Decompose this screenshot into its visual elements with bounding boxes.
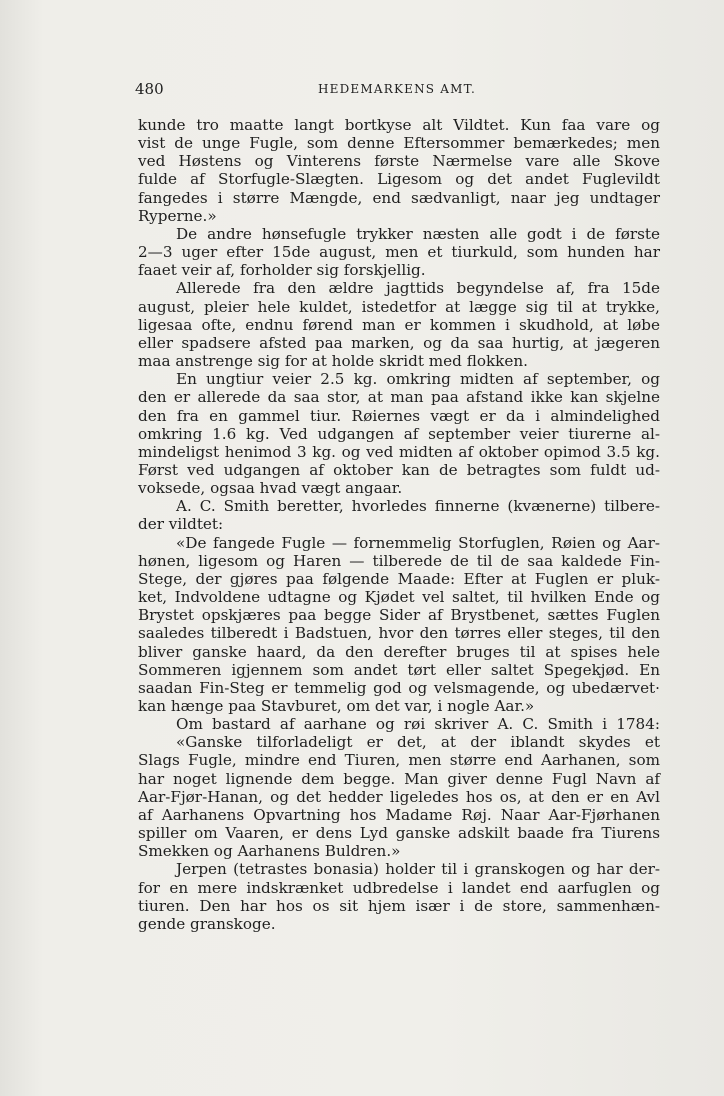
text-line: kan hænge paa Stavburet, om det var, i nogle Aar.» bbox=[138, 697, 535, 715]
text-line: Aar-Fjør-Hanan, og det hedder ligeledes hos os, at den er en Avl bbox=[138, 787, 660, 806]
text-line: saaledes tilberedt i Badstuen, hvor den tørres eller steges, til den bbox=[138, 624, 660, 643]
text-line: De andre hønsefugle trykker næsten alle godt i de første bbox=[176, 224, 660, 243]
text-line: ligesaa ofte, endnu førend man er kommen i skudhold, at løbe bbox=[138, 315, 660, 334]
text-line: den fra en gammel tiur. Røiernes vægt er da i almindelighed bbox=[138, 406, 660, 425]
text-line: Brystet opskjæres paa begge Sider af Brystbenet, sættes Fuglen bbox=[138, 606, 660, 625]
text-line: bliver ganske haard, da den derefter bruges til at spises hele bbox=[138, 642, 660, 661]
text-line: der vildtet: bbox=[138, 515, 224, 534]
text-line: Først ved udgangen af oktober kan de betragtes som fuldt ud- bbox=[138, 460, 660, 479]
text-line: af Aarhanens Opvartning hos Madame Røj. Naar Aar-Fjørhanen bbox=[138, 805, 660, 824]
text-line: saadan Fin-Steg er temmelig god og velsmagende, og ubedærvet· bbox=[138, 678, 660, 697]
text-line: vist de unge Fugle, som denne Eftersommer bemærkedes; men bbox=[138, 134, 660, 153]
text-line: Allerede fra den ældre jagttids begyndelse af, fra 15de bbox=[176, 279, 660, 298]
text-line: En ungtiur veier 2.5 kg. omkring midten af september, og bbox=[176, 370, 660, 389]
text-line: fulde af Storfugle-Slægten. Ligesom og det andet Fuglevildt bbox=[138, 170, 660, 189]
text-line: A. C. Smith beretter, hvorledes finnerne (kvænerne) tilbere- bbox=[176, 497, 660, 516]
text-line: eller spadsere afsted paa marken, og da saa hurtig, at jægeren bbox=[138, 333, 660, 352]
text-line: Smekken og Aarhanens Buldren.» bbox=[138, 842, 401, 861]
text-line: tiuren. Den har hos os sit hjem især i de store, sammenhæn- bbox=[138, 896, 660, 915]
text-line: 2—3 uger efter 15de august, men et tiurkuld, som hunden har bbox=[138, 243, 660, 262]
text-line: Om bastard af aarhane og røi skriver A. C. Smith i 1784: bbox=[176, 715, 660, 734]
text-line: Stege, der gjøres paa følgende Maade: Efter at Fuglen er pluk- bbox=[138, 569, 660, 588]
text-line: hønen, ligesom og Haren — tilberede de til de saa kaldede Fin- bbox=[138, 551, 660, 570]
running-title: HEDEMARKENS AMT. bbox=[317, 82, 477, 96]
text-line: den er allerede da saa stor, at man paa afstand ikke kan skjelne bbox=[138, 388, 660, 407]
text-line: omkring 1.6 kg. Ved udgangen af september veier tiurerne al- bbox=[138, 424, 660, 443]
text-line: ved Høstens og Vinterens første Nærmelse vare alle Skove bbox=[138, 152, 660, 171]
text-line: ket, Indvoldene udtagne og Kjødet vel saltet, til hvilken Ende og bbox=[138, 588, 660, 607]
text-line: for en mere indskrænket udbredelse i landet end aarfuglen og bbox=[138, 878, 660, 897]
text-line: maa anstrenge sig for at holde skridt med flokken. bbox=[138, 352, 528, 371]
text-line: spiller om Vaaren, er dens Lyd ganske adskilt baade fra Tiurens bbox=[138, 824, 660, 843]
text-line: kunde tro maatte langt bortkyse alt Vildtet. Kun faa vare og bbox=[138, 116, 660, 134]
text-line: fangedes i større Mængde, end sædvanligt, naar jeg undtager bbox=[138, 188, 660, 207]
text-line: gende granskoge. bbox=[138, 914, 276, 933]
text-line: Ryperne.» bbox=[138, 206, 217, 225]
text-line: Jerpen (tetrastes bonasia) holder til i granskogen og har der- bbox=[176, 860, 660, 879]
text-line: voksede, ogsaa hvad vægt angaar. bbox=[138, 479, 403, 498]
text-line: Sommeren igjennem som andet tørt eller saltet Spegekjød. En bbox=[138, 660, 660, 679]
text-line: «Ganske tilforladeligt er det, at der iblandt skydes et bbox=[176, 733, 660, 752]
text-line: august, pleier hele kuldet, istedetfor at lægge sig til at trykke, bbox=[138, 297, 660, 316]
text-line: mindeligst henimod 3 kg. og ved midten af oktober opimod 3.5 kg. bbox=[138, 442, 660, 461]
text-line: faaet veir af, forholder sig forskjellig. bbox=[138, 261, 426, 280]
text-line: «De fangede Fugle — fornemmelig Storfuglen, Røien og Aar- bbox=[176, 533, 660, 552]
page-header bbox=[135, 80, 659, 104]
text-line: har noget lignende dem begge. Man giver denne Fugl Navn af bbox=[138, 769, 660, 788]
page-number: 480 bbox=[135, 80, 164, 98]
text-line: Slags Fugle, mindre end Tiuren, men større end Aarhanen, som bbox=[138, 751, 660, 770]
body-text bbox=[138, 116, 660, 933]
